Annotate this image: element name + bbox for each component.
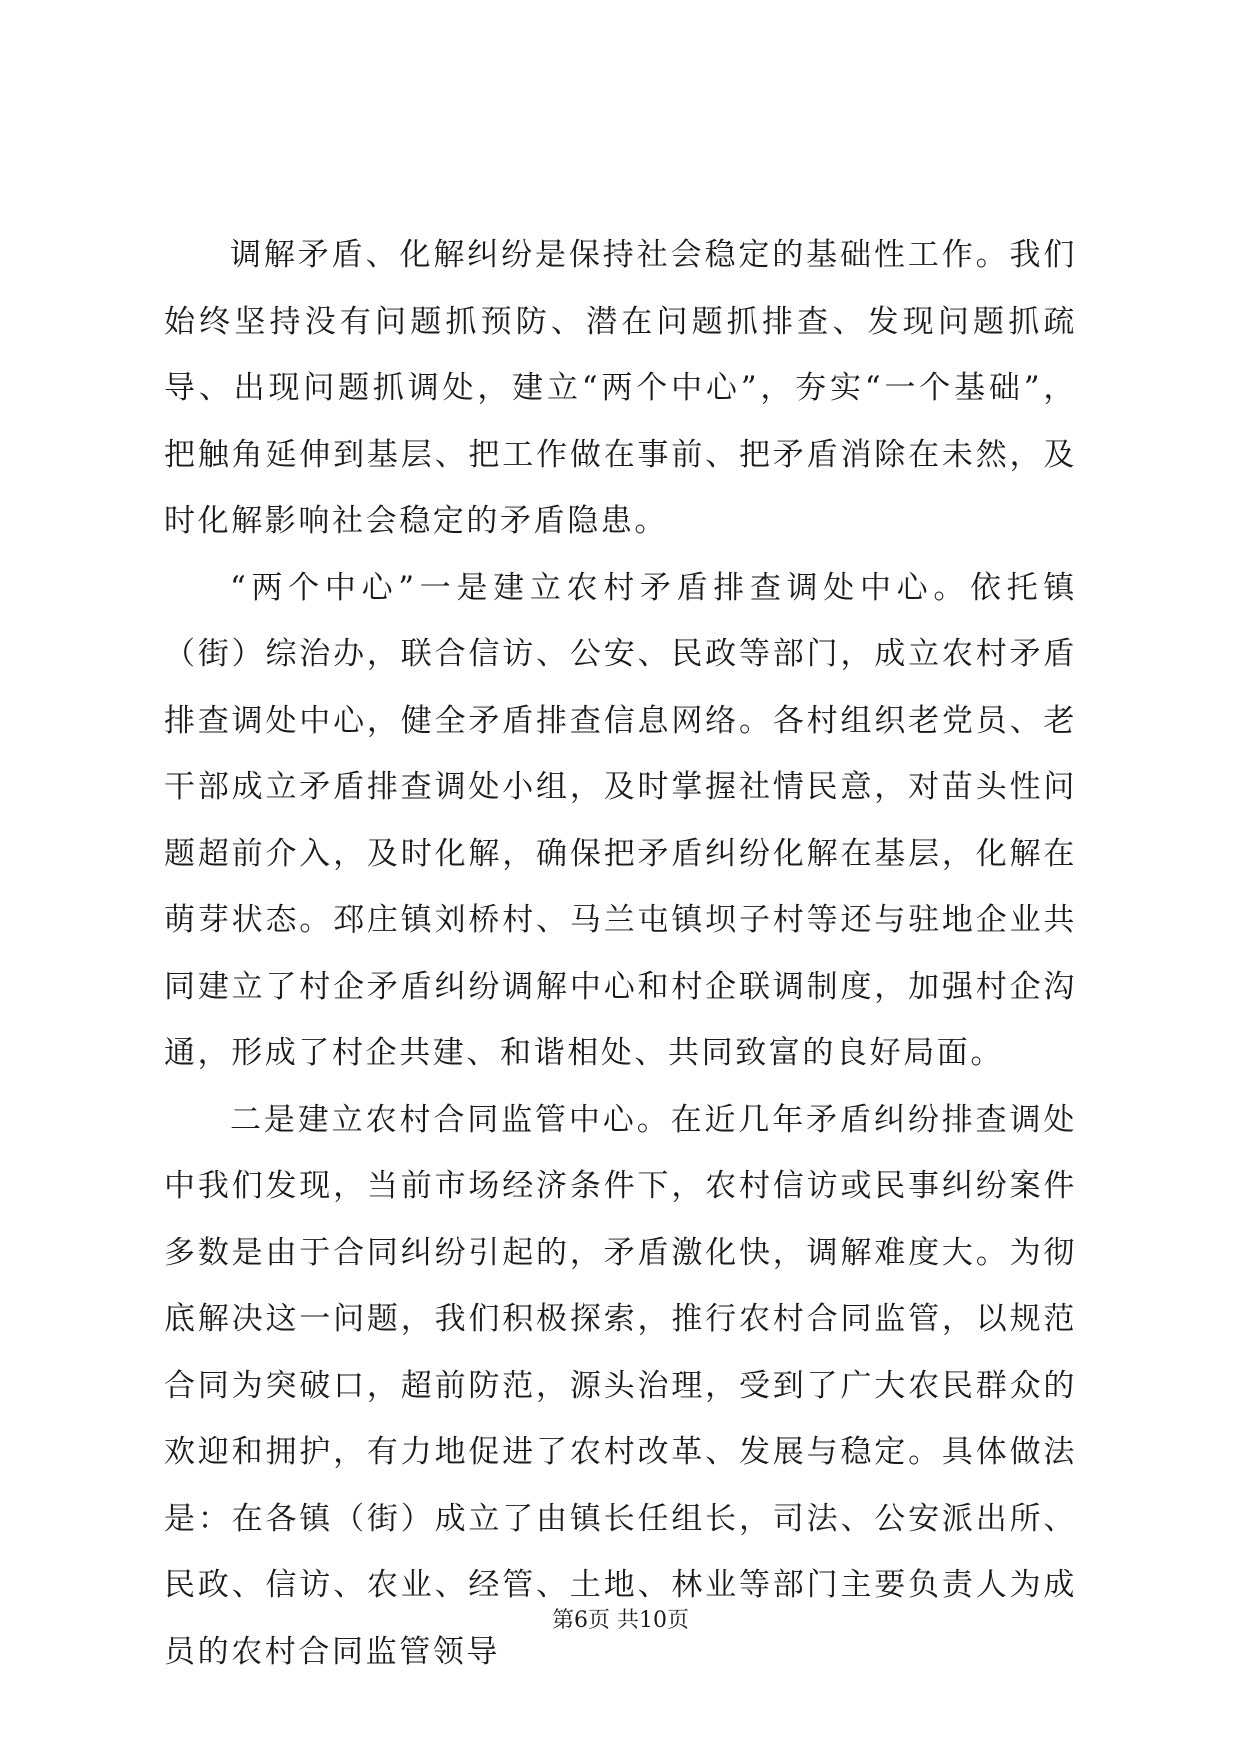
document-body <box>164 222 1077 1685</box>
paragraph-3: 二是建立农村合同监管中心。在近几年矛盾纠纷排查调处中我们发现，当前市场经济条件下，农村信访或民事纠纷案件多数是由于合同纠纷引起的，矛盾激化快，调解难度大。为彻底解决这一问题，我们积极探索，推行农村合同监管，以规范合同为突破口，超前防范，源头治理，受到了广大农民群众的欢迎和拥护，有力地促进了农村改革、发展与稳定。具体做法是：在各镇（街）成立了由镇长任组长，司法、公安派出所、民政、信访、农业、经管、土地、林业等部门主要负责人为成员的农村合同监管领导 <box>164 1101 1077 1670</box>
page-number-footer: 第6页 共10页 <box>552 1608 689 1633</box>
paragraph-2: “两个中心”一是建立农村矛盾排查调处中心。依托镇（街）综治办，联合信访、公安、民政等部门，成立农村矛盾排查调处中心，健全矛盾排查信息网络。各村组织老党员、老干部成立矛盾排查调处小组，及时掌握社情民意，对苗头性问题超前介入，及时化解，确保把矛盾纠纷化解在基层，化解在萌芽状态。邳庄镇刘桥村、马兰屯镇坝子村等还与驻地企业共同建立了村企矛盾纠纷调解中心和村企联调制度，加强村企沟通，形成了村企共建、和谐相处、共同致富的良好局面。 <box>164 569 1077 1071</box>
paragraph-1: 调解矛盾、化解纠纷是保持社会稳定的基础性工作。我们始终坚持没有问题抓预防、潜在问题抓排查、发现问题抓疏导、出现问题抓调处，建立“两个中心”，夯实“一个基础”，把触角延伸到基层、把工作做在事前、把矛盾消除在未然，及时化解影响社会稳定的矛盾隐患。 <box>164 237 1077 539</box>
